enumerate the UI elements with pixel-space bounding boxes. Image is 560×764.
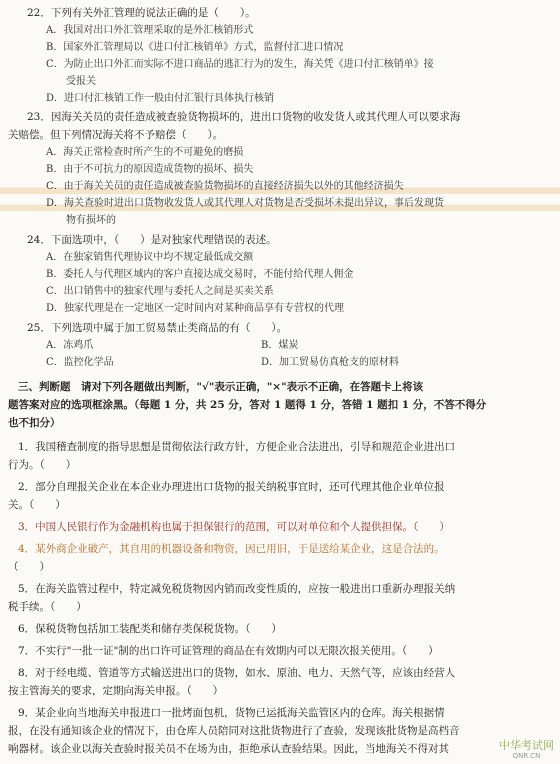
judge-item-2-cont: 关。（ ） <box>8 499 66 511</box>
q22-option-d: D．进口付汇核销工作一般由付汇银行具体执行核销 <box>46 93 275 104</box>
judge-item-5-cont: 税手续。（ ） <box>8 601 87 613</box>
judge-item-9: 9．某企业向当地海关申报进口一批烤面包机，货物已运抵海关监管区内的仓库。海关根据情 <box>18 707 445 719</box>
q23-option-d-cont: 物有损坏的 <box>66 215 116 226</box>
judge-item-3: 3．中国人民银行作为金融机构也属于担保银行的范围，可以对单位和个人提供担保。（ ） <box>18 521 450 533</box>
judge-item-4-cont: （ ） <box>8 561 50 573</box>
q22-option-a: A．我国对出口外汇管理采取的是外汇核销形式 <box>46 25 254 36</box>
q25-option-a: A．冻鸡爪 <box>46 340 94 351</box>
judge-item-4: 4．某外商企业破产，其自用的机器设备和物资，因已用旧，于是送给某企业，这是合法的。 <box>18 543 445 555</box>
q22-stem: 22．下列有关外汇管理的说法正确的是（ ）。 <box>27 7 256 19</box>
judge-item-2: 2．部分自理报关企业在本企业办理进出口货物的报关纳税事宜时，还可代理其他企业单位报 <box>18 481 445 493</box>
section3-header: 三、判断题 请对下列各题做出判断，"√"表示正确，"×"表示不正确，在答题卡上将该 <box>18 381 424 393</box>
q22-option-c-cont: 受报关 <box>66 76 96 87</box>
judge-item-1-cont: 行为。（ ） <box>8 459 77 471</box>
q25-stem: 25．下列选项中属于加工贸易禁止类商品的有（ ）。 <box>27 322 288 334</box>
q23-option-b: B．由于不可抗力的原因造成货物的损坏、损失 <box>46 164 254 175</box>
q25-option-d: D．加工贸易仿真枪支的原材料 <box>261 357 400 368</box>
section3-header-cont: 题答案对应的选项框涂黑。（每题 1 分，共 25 分，答对 1 题得 1 分，答错 1 题扣 1 分，不答不得分 <box>8 399 487 411</box>
q25-options-ab <box>0 339 560 353</box>
q25-options-cd <box>0 356 560 370</box>
judge-item-6: 6．保税货物包括加工装配类和储存类保税货物。（ ） <box>18 623 282 635</box>
q22-option-c: C．为防止出口外汇而实际不进口商品的逃汇行为的发生，海关凭《进口付汇核销单》接 <box>46 59 434 70</box>
q25-option-c: C．监控化学品 <box>46 357 114 368</box>
judge-item-8: 8．对于经电缆、管道等方式输送进出口的货物，如水、原油、电力、天然气等，应该由经营人 <box>18 667 456 679</box>
q23-option-c: C．由于海关关员的责任造成被查验货物损坏的直接经济损失以外的其他经济损失 <box>0 180 560 194</box>
judge-item-9-cont2: 响器材。该企业以海关查验时报关员不在场为由，拒绝承认查验结果。因此，当地海关不得对其 <box>8 743 449 755</box>
q23-stem-cont: 关赔偿。但下列情况海关将不予赔偿（ ）。 <box>8 129 224 141</box>
q23-option-a: A．海关正常检查时所产生的不可避免的磨损 <box>46 147 244 158</box>
judge-item-5: 5．在海关监管过程中，特定减免税货物因内销而改变性质的，应按一般进出口重新办理报关纳 <box>18 583 456 595</box>
q24-option-a: A．在独家销售代理协议中均不规定最低成交额 <box>46 252 254 263</box>
q24-option-b: B．委托人与代理区域内的客户直接达成交易时，不能付给代理人佣金 <box>46 269 354 280</box>
judge-item-8-cont: 按主管海关的要求，定期向海关申报。（ ） <box>8 685 224 697</box>
q24-option-c: C．出口销售中的独家代理与委托人之间是买卖关系 <box>46 286 274 297</box>
q24-stem: 24．下面选项中，（ ）是对独家代理错误的表述。 <box>27 234 277 246</box>
watermark-domain: QNR.CN <box>512 752 541 760</box>
q25-option-b: B．煤炭 <box>261 340 299 351</box>
site-watermark <box>499 740 554 762</box>
judge-item-1: 1．我国稽查制度的指导思想是贯彻依法行政方针，方便企业合法进出，引导和规范企业进出口 <box>18 441 456 453</box>
section3-header-cont2: 也不扣分） <box>8 417 61 429</box>
q23-stem: 23．因海关关员的责任造成被查验货物损坏的，进出口货物的收发货人或其代理人可以要求海 <box>27 111 461 123</box>
q24-option-d: D．独家代理是在一定地区一定时间内对某种商品享有专营权的代理 <box>46 303 345 314</box>
judge-item-7: 7．不实行"一批一证"制的出口许可证管理的商品在有效期内可以无限次报关使用。（ ） <box>18 645 439 657</box>
q22-option-b: B．国家外汇管理局以《进口付汇核销单》方式，监督付汇进口情况 <box>46 42 344 53</box>
watermark-text: 中华考试网 <box>499 739 554 752</box>
judge-item-9-cont: 报，在没有通知该企业的情况下，由仓库人员陪同对这批货物进行了查验，发现该批货物是高档音 <box>8 725 460 737</box>
q23-option-d: D．海关查验时进出口货物收发货人或其代理人对货物是否受损坏未提出异议，事后发现货 <box>0 197 560 211</box>
